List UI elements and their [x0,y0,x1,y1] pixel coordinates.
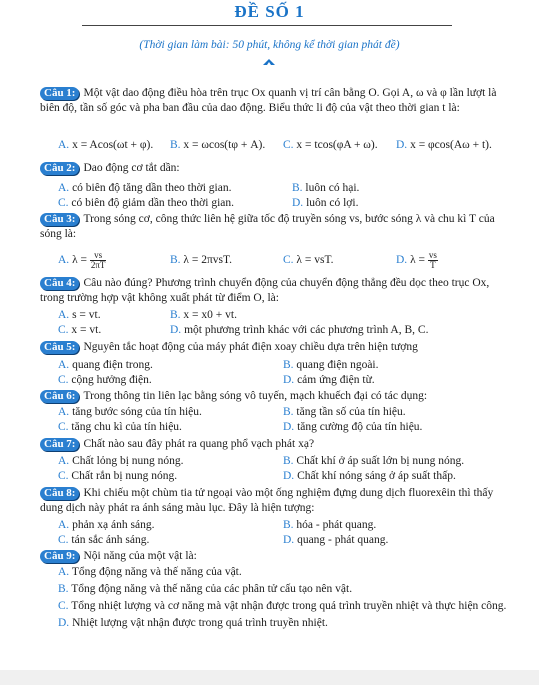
option-b[interactable]: B. Tổng động năng và thế năng của các phân tử cấu tạo nên vật. [58,583,353,595]
option-b[interactable]: B. quang điện ngoài. [283,359,379,371]
option-a[interactable]: A. x = Acos(ωt + φ). [58,139,154,151]
question-9 [40,549,500,564]
option-a[interactable]: A. có biên độ tăng dần theo thời gian. [58,182,232,194]
option-c[interactable]: C. Chất rắn bị nung nóng. [58,470,178,482]
question-3 [40,212,500,242]
question-text: Một vật dao động điều hòa trên trục Ox quanh vị trí cân bằng O. Gọi A, ω và φ lần lượt là biên độ, tần số góc và pha ban đầu của dao động. Biểu thức li độ của vật theo thời gian t là: [40,87,497,114]
option-b[interactable]: B. hóa - phát quang. [283,519,377,531]
option-a[interactable]: A. phản xạ ánh sáng. [58,519,155,531]
option-c[interactable]: C. λ = vsT. [283,254,334,266]
option-b[interactable]: B. x = ωcos(tφ + A). [170,139,266,151]
question-label: Câu 9: [40,550,79,563]
question-2 [40,161,500,176]
question-label: Câu 3: [40,213,79,226]
question-4 [40,276,500,306]
option-d[interactable]: D. luôn có lợi. [292,197,359,209]
option-d[interactable]: D. x = φcos(Aω + t). [396,139,492,151]
question-6 [40,389,500,404]
exam-title: ĐỀ SỐ 1 [234,2,305,21]
option-c[interactable]: C. cộng hưởng điện. [58,374,152,386]
question-text: Trong thông tin liên lạc bằng sóng vô tuyến, mạch khuếch đại có tác dụng: [83,390,428,402]
question-text: Trong sóng cơ, công thức liên hệ giữa tốc độ truyền sóng vs, bước sóng λ và chu kì T của sóng là: [40,213,495,240]
option-c[interactable]: C. tăng chu kì của tín hiệu. [58,421,182,433]
question-text: Chất nào sau đây phát ra quang phổ vạch phát xạ? [83,438,315,450]
option-c[interactable]: C. có biên độ giảm dần theo thời gian. [58,197,234,209]
title-divider [82,25,452,26]
option-b[interactable]: B. x = x0 + vt. [170,309,237,321]
question-label: Câu 2: [40,162,79,175]
question-1 [40,86,500,116]
option-a[interactable]: A. tăng bước sóng của tín hiệu. [58,406,202,418]
option-c[interactable]: C. x = vt. [58,324,102,336]
question-label: Câu 4: [40,277,79,290]
question-8 [40,486,500,516]
question-text: Nội năng của một vật là: [83,550,197,562]
question-text: Câu nào đúng? Phương trình chuyển động của chuyển động thẳng đều dọc theo trục Ox, trong trường hợp vật không xuất phát từ điểm O, là: [40,277,490,304]
pen-icon [262,58,276,66]
exam-subtitle: (Thời gian làm bài: 50 phút, không kể thời gian phát đề) [139,39,400,51]
question-label: Câu 8: [40,487,79,500]
option-c[interactable]: C. tán sắc ánh sáng. [58,534,150,546]
question-7 [40,437,500,452]
question-label: Câu 1: [40,87,79,100]
option-b[interactable]: B. Chất khí ở áp suất lớn bị nung nóng. [283,455,465,467]
option-d[interactable]: D. tăng cường độ của tín hiệu. [283,421,423,433]
option-c[interactable]: C. x = tcos(φA + ω). [283,139,378,151]
option-d[interactable]: D. λ = $\frac{vs}{T}$ [396,250,437,270]
option-a[interactable]: A. Tổng động năng và thế năng của vật. [58,566,242,578]
option-b[interactable]: B. tăng tần số của tín hiệu. [283,406,406,418]
option-a[interactable]: A. quang điện trong. [58,359,153,371]
option-d[interactable]: D. cảm ứng điện từ. [283,374,375,386]
page-bottom-strip [0,670,539,685]
question-text: Khi chiếu một chùm tia tử ngoại vào một ống nghiệm đựng dung dịch fluorexêin thì thấy dung dịch này phát ra ánh sáng màu lục. Đây là hiện tượng: [40,487,494,514]
question-label: Câu 5: [40,341,79,354]
question-label: Câu 6: [40,390,79,403]
option-b[interactable]: B. λ = 2πvsT. [170,254,233,266]
option-a[interactable]: A. λ = $\frac{vs}{2\pi T}$ [58,250,106,270]
option-c[interactable]: C. Tổng nhiệt lượng và cơ năng mà vật nhận được trong quá trình truyền nhiệt và thực hiện công. [58,600,507,612]
option-a[interactable]: A. Chất lỏng bị nung nóng. [58,455,184,467]
option-d[interactable]: D. quang - phát quang. [283,534,389,546]
option-a[interactable]: A. s = vt. [58,309,101,321]
question-label: Câu 7: [40,438,79,451]
option-d[interactable]: D. Nhiệt lượng vật nhận được trong quá trình truyền nhiệt. [58,617,328,629]
question-5 [40,340,500,355]
option-d[interactable]: D. Chất khí nóng sáng ở áp suất thấp. [283,470,456,482]
question-text: Dao động cơ tắt dần: [83,162,180,174]
option-d[interactable]: D. một phương trình khác với các phương trình A, B, C. [170,324,429,336]
question-text: Nguyên tắc hoạt động của máy phát điện xoay chiều dựa trên hiện tượng [83,341,418,353]
option-b[interactable]: B. luôn có hại. [292,182,360,194]
